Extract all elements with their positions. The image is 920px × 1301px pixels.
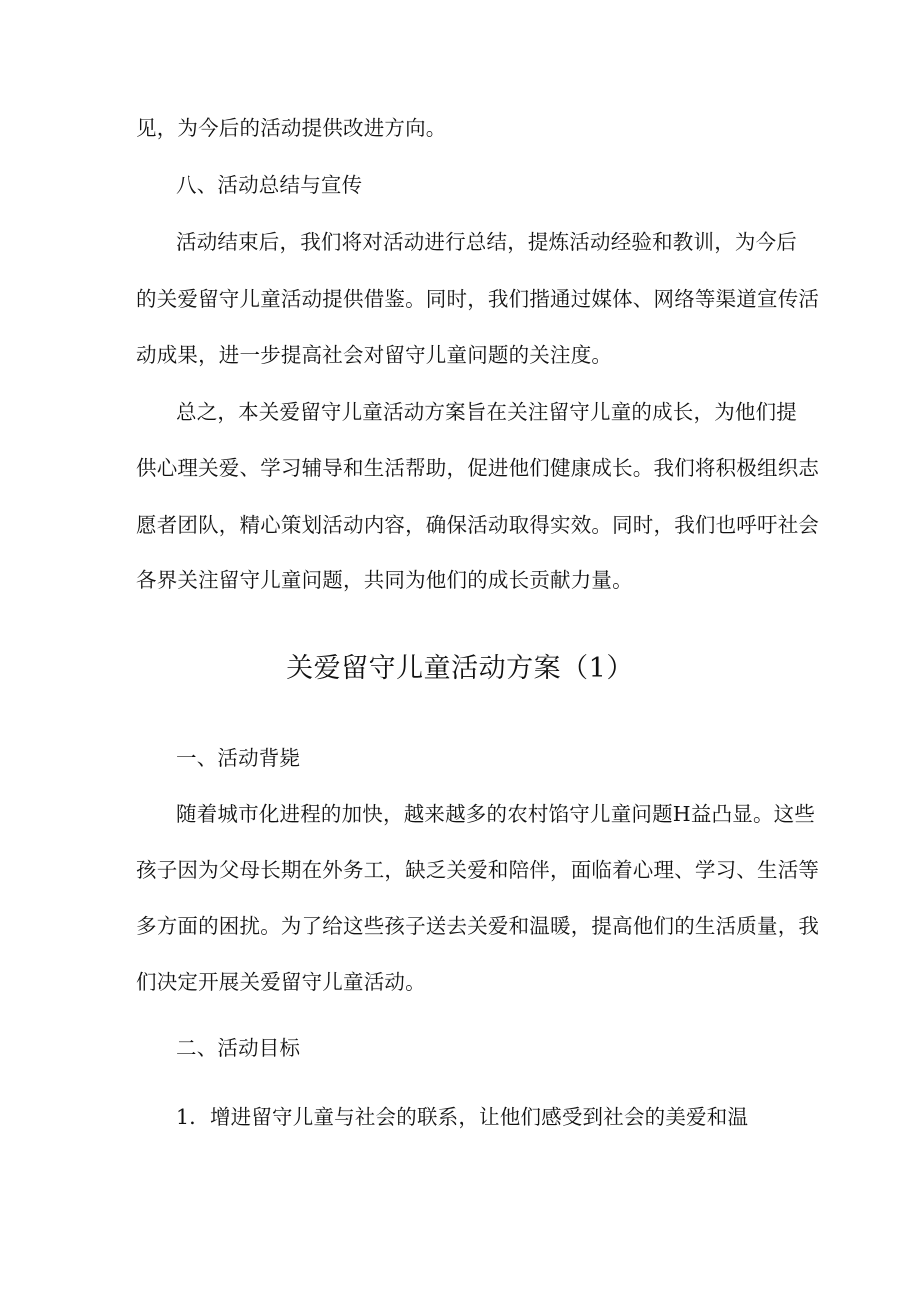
goal-item-1: 1．增进留守儿童与社会的联系，让他们感受到社会的美爱和温: [176, 1105, 749, 1129]
heading-section-2: 二、活动目标: [176, 1036, 301, 1060]
conclusion-line-4: 各界关注留守儿童问题，共同为他们的成长贡献力量。: [136, 568, 633, 592]
background-line-2: 孩子因为父母长期在外务工，缺乏关爱和陪伴，面临着心理、学习、生活等: [136, 858, 820, 882]
summary-line-3: 动成果，进一步提高社会对留守儿童问题的关注度。: [136, 343, 613, 367]
paragraph-continuation: 见，为今后的活动提供改进方向。: [136, 116, 447, 140]
heading-section-8: 八、活动总结与宣传: [176, 173, 363, 197]
heading-section-1: 一、活动背毙: [176, 746, 301, 770]
background-line-1: 随着城市化进程的加快，越来越多的农村馅守儿童问题H益凸显。这些: [176, 802, 816, 826]
summary-line-2: 的关爱留守儿童活动提供借鉴。同时，我们揩通过媒体、网络等渠道宣传活: [136, 287, 820, 311]
document-title: 关爱留守儿童活动方案（1）: [286, 653, 634, 684]
conclusion-line-1: 总之，本关爱留守儿童活动方案旨在关注留守儿童的成长，为他们提: [176, 400, 797, 424]
background-line-3: 多方面的困扰。为了给这些孩子送去关爱和温暖，提高他们的生活质量，我: [136, 914, 820, 938]
conclusion-line-3: 愿者团队，精心策划活动内容，确保活动取得实效。同时，我们也呼吁社会: [136, 513, 820, 537]
conclusion-line-2: 供心理关爱、学习辅导和生活帮助，促进他们健康成长。我们将积极组织志: [136, 456, 820, 480]
summary-line-1: 活动结束后，我们将对活动进行总结，提炼活动经验和教训，为今后: [176, 230, 797, 254]
background-line-4: 们决定开展关爱留守儿童活动。: [136, 970, 426, 994]
